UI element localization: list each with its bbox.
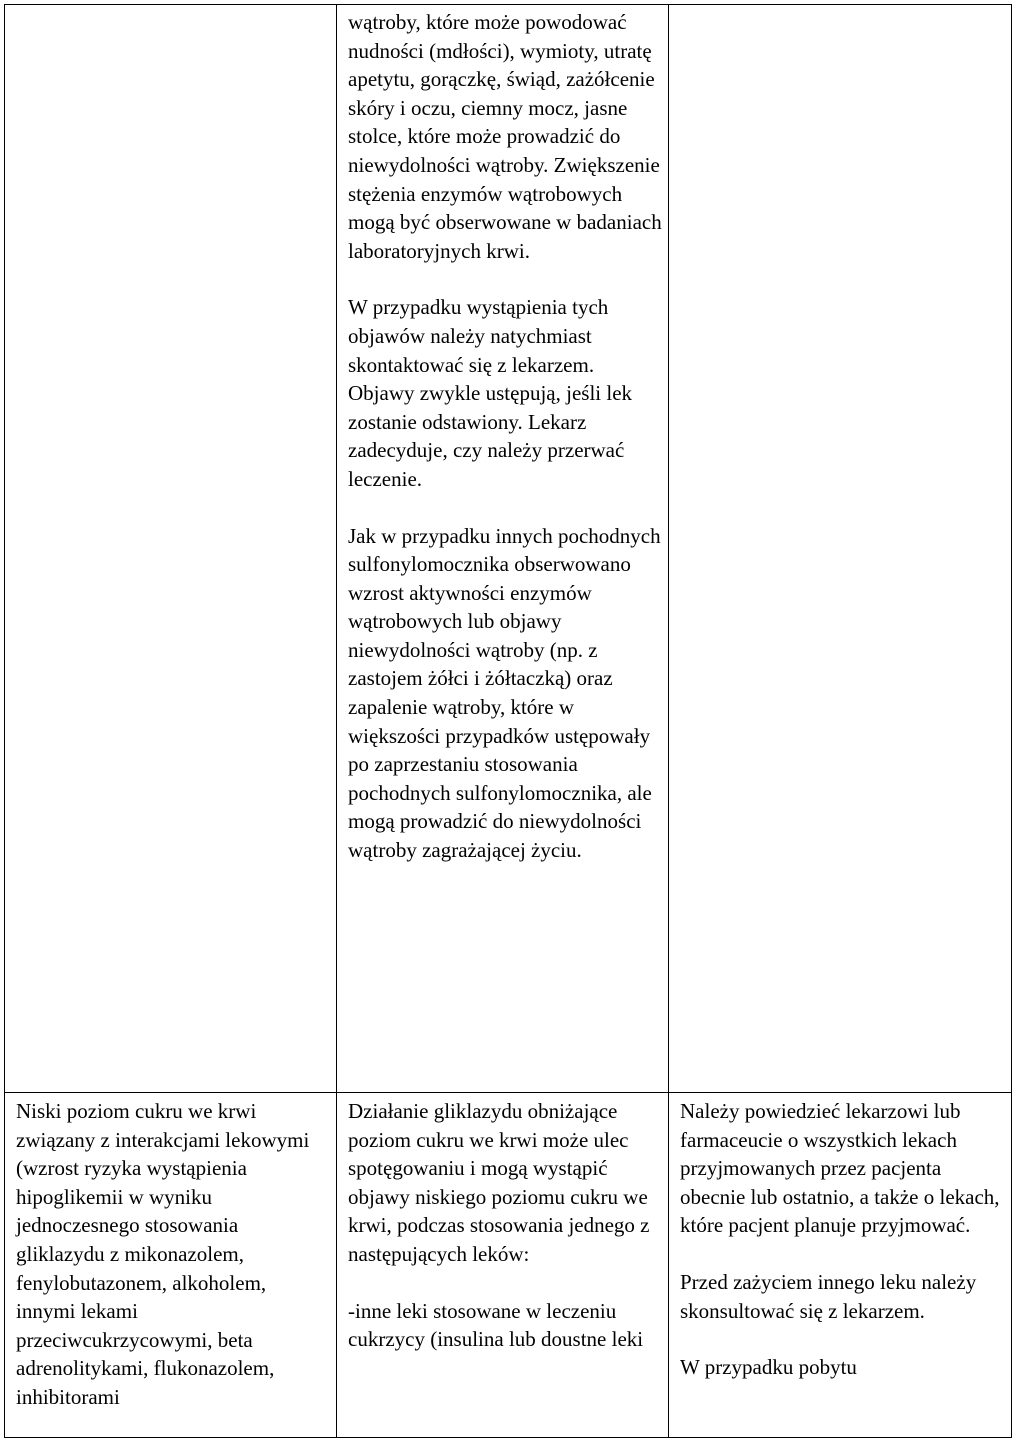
paragraph: Należy powiedzieć lekarzowi lub farmaceucie o wszystkich lekach przyjmowanych przez pacjenta obecnie lub ostatnio, a także o lekach, które pacjent planuje przyjmować. — [680, 1099, 1000, 1238]
table-row — [5, 5, 1012, 1093]
paragraph: Przed zażyciem innego leku należy skonsultować się z lekarzem. — [680, 1269, 977, 1323]
paragraph: Niski poziom cukru we krwi związany z interakcjami lekowymi (wzrost ryzyka wystąpienia hipoglikemii w wyniku jednoczesnego stosowania gliklazydu z mikonazolem, fenylobutazonem, alkoholem, innymi lekami przeciwcukrzycowymi, beta adrenolitykami, flukonazolem, inhibitorami — [16, 1099, 310, 1409]
paragraph: Działanie gliklazydu obniżające poziom cukru we krwi może ulec spotęgowaniu i mogą wystąpić objawy niskiego poziomu cukru we krwi, podczas stosowania jednego z następujących leków: — [348, 1099, 650, 1266]
table-cell-top-left — [5, 5, 337, 1093]
table-cell-bottom-left — [5, 1093, 337, 1438]
paragraph: wątroby, które może powodować nudności (mdłości), wymioty, utratę apetytu, gorączkę, świąd, zażółcenie skóry i oczu, ciemny mocz, jasne stolce, które może prowadzić do niewydolności wątroby. Zwiększenie stężenia enzymów wątrobowych mogą być obserwowane w badaniach laboratoryjnych krwi. — [348, 10, 662, 263]
table-cell-top-right — [669, 5, 1012, 1093]
paragraph: -inne leki stosowane w leczeniu cukrzycy (insulina lub doustne leki — [348, 1298, 644, 1352]
table-cell-top-middle — [337, 5, 669, 1093]
table-cell-bottom-middle — [337, 1093, 669, 1438]
table-cell-bottom-right — [669, 1093, 1012, 1438]
paragraph: Jak w przypadku innych pochodnych sulfonylomocznika obserwowano wzrost aktywności enzymów wątrobowych lub objawy niewydolności wątroby (np. z zastojem żółci i żółtaczką) oraz zapalenie wątroby, które w większości przypadków ustępowały po zaprzestaniu stosowania pochodnych sulfonylomocznika, ale mogą prowadzić do niewydolności wątroby zagrażającej życiu. — [348, 523, 661, 863]
paragraph: W przypadku pobytu — [680, 1355, 857, 1380]
table-row — [5, 1093, 1012, 1438]
interactions-table — [4, 4, 1012, 1438]
paragraph: W przypadku wystąpienia tych objawów należy natychmiast skontaktować się z lekarzem. Objawy zwykle ustępują, jeśli lek zostanie odstawiony. Lekarz zadecyduje, czy należy przerwać leczenie. — [348, 295, 633, 491]
